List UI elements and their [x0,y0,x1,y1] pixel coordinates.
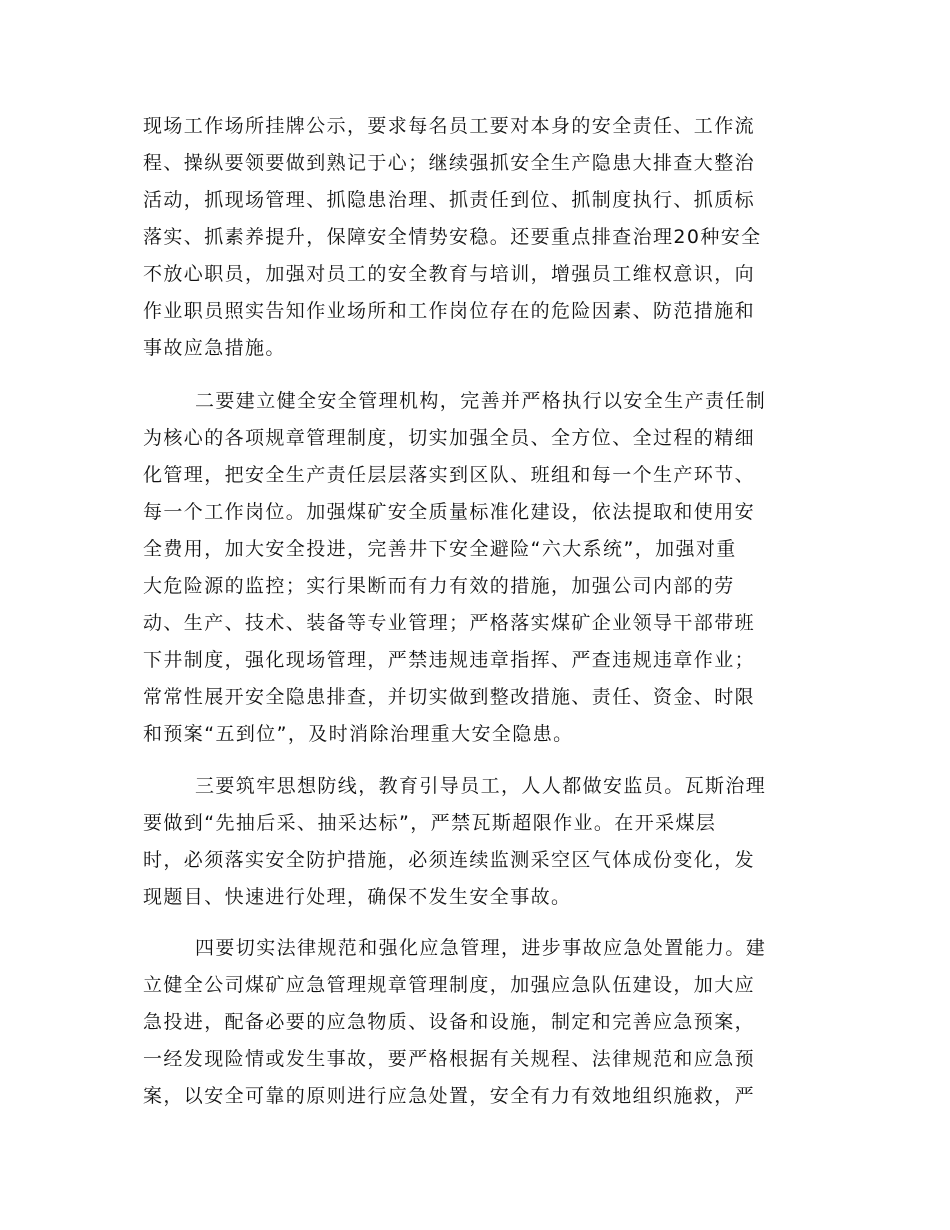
text-line: 化管理，把安全生产责任层层落实到区队、班组和每一个生产环节、 [143,464,756,486]
paragraph-1 [143,108,803,367]
text-line: 落实、抓素养提升，保障安全情势安稳。还要重点排查治理20种安全 [143,226,762,248]
text-line: 和预案“五到位”，及时消除治理重大安全隐患。 [143,723,574,745]
text-line: 现场工作场所挂牌公示，要求每名员工要对本身的安全责任、工作流 [143,115,756,137]
text-line: 急投进，配备必要的应急物质、设备和设施，制定和完善应急预案， [143,1011,756,1033]
text-line: 要做到“先抽后采、抽采达标”，严禁瓦斯超限作业。在开采煤层 [143,812,717,834]
text-line: 为核心的各项规章管理制度，切实加强全员、全方位、全过程的精细 [143,427,756,449]
text-line: 三要筑牢思想防线，教育引导员工，人人都做安监员。瓦斯治理 [195,775,767,797]
text-line: 动、生产、技术、装备等专业管理；严格落实煤矿企业领导干部带班 [143,612,756,634]
text-line: 每一个工作岗位。加强煤矿安全质量标准化建设，依法提取和使用安 [143,501,756,523]
text-line: 程、操纵要领要做到熟记于心；继续强抓安全生产隐患大排查大整治 [143,152,756,174]
text-line: 四要切实法律规范和强化应急管理，进步事故应急处置能力。建 [195,937,767,959]
text-line: 一经发现险情或发生事故，要严格根据有关规程、法律规范和应急预 [143,1048,756,1070]
text-line: 案，以安全可靠的原则进行应急处置，安全有力有效地组织施救，严 [143,1085,756,1107]
text-line: 作业职员照实告知作业场所和工作岗位存在的危险因素、防范措施和 [143,300,756,322]
paragraph-3 [143,768,803,916]
paragraph-2 [143,383,803,753]
text-line: 现题目、快速进行处理，确保不发生安全事故。 [143,886,572,908]
text-line: 活动，抓现场管理、抓隐患治理、抓责任到位、抓制度执行、抓质标 [143,189,756,211]
text-line: 全费用，加大安全投进，完善井下安全避险“六大系统”，加强对重 [143,538,737,560]
text-line: 下井制度，强化现场管理，严禁违规违章指挥、严查违规违章作业； [143,649,756,671]
text-line: 立健全公司煤矿应急管理规章管理制度，加强应急队伍建设，加大应 [143,974,756,996]
text-line: 大危险源的监控；实行果断而有力有效的措施，加强公司内部的劳 [143,575,735,597]
text-line: 常常性展开安全隐患排查，并切实做到整改措施、责任、资金、时限 [143,686,756,708]
paragraph-4 [143,930,803,1115]
text-line: 时，必须落实安全防护措施，必须连续监测采空区气体成份变化，发 [143,849,756,871]
text-line: 二要建立健全安全管理机构，完善并严格执行以安全生产责任制 [195,390,767,412]
text-line: 不放心职员，加强对员工的安全教育与培训，增强员工维权意识，向 [143,263,756,285]
text-line: 事故应急措施。 [143,337,286,359]
